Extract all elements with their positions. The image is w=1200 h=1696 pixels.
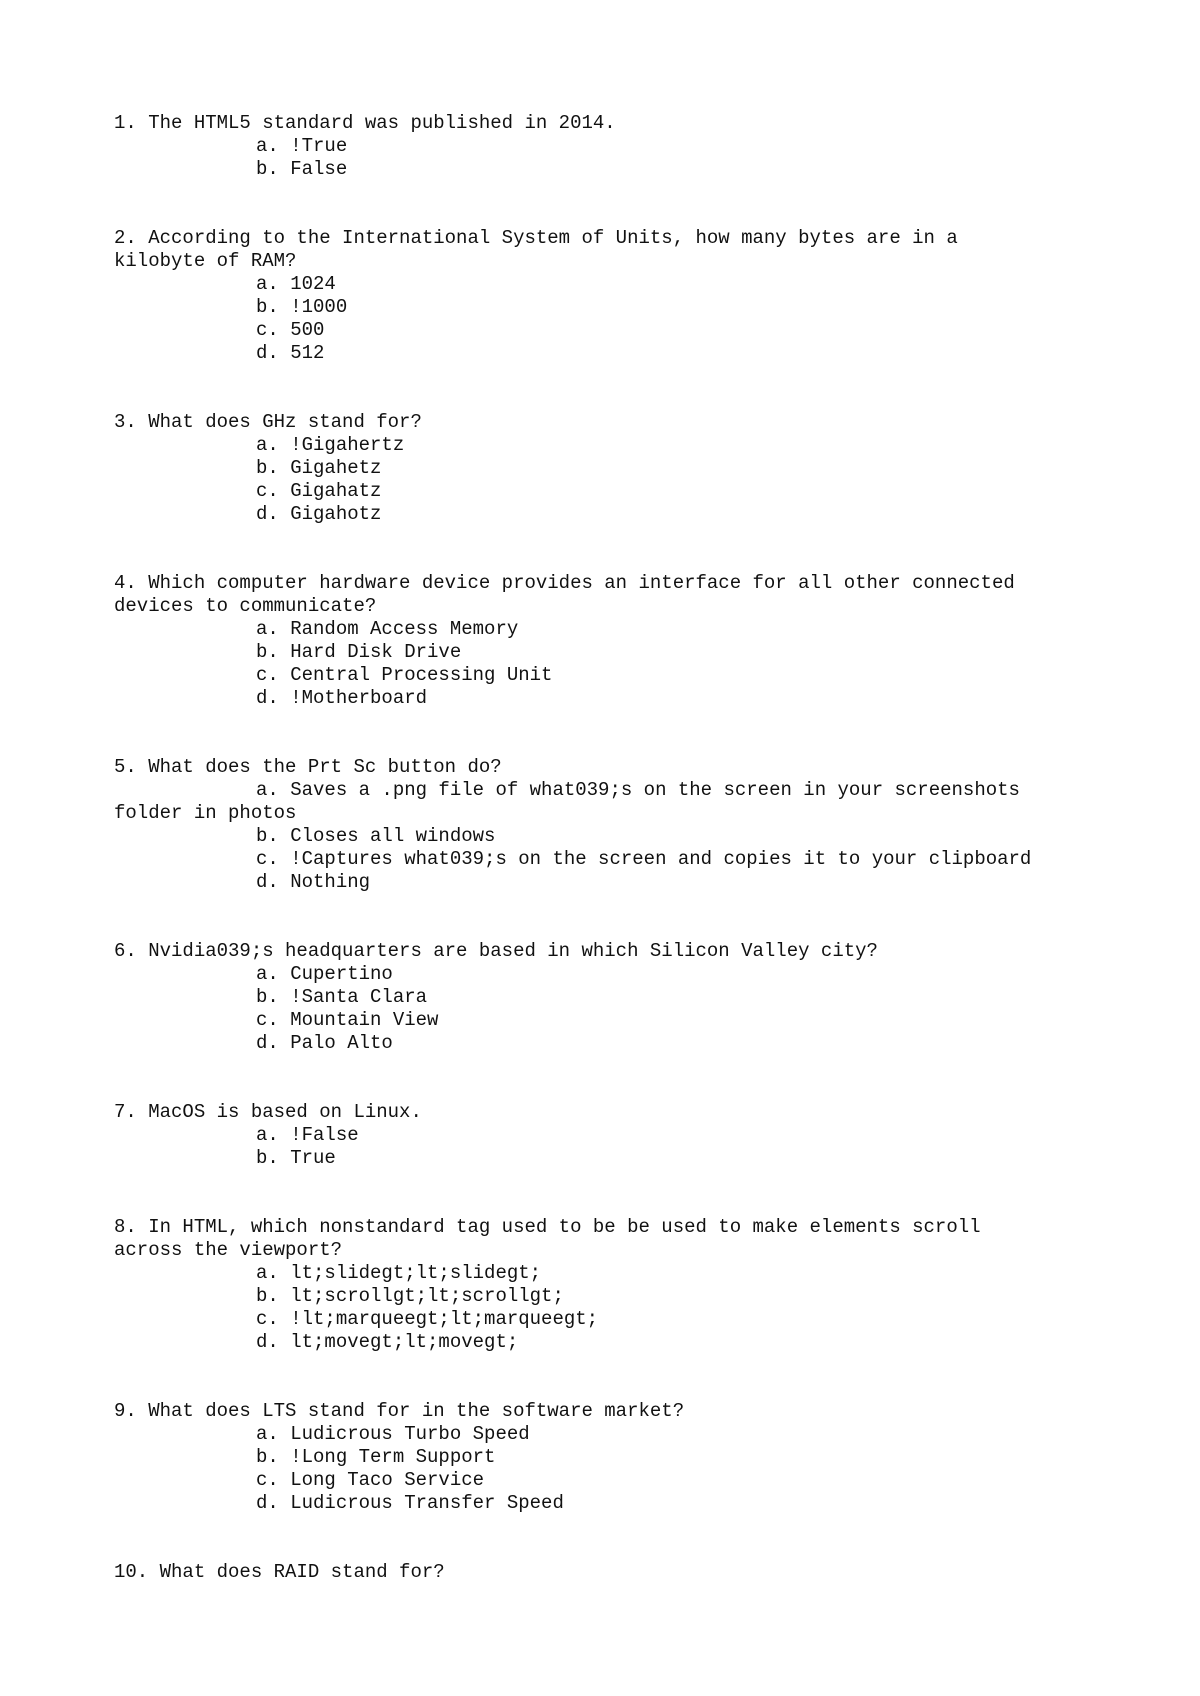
quiz-content xyxy=(114,112,1114,1584)
question-5 xyxy=(114,756,1114,894)
answer-option: b. False xyxy=(256,158,348,180)
answer-option: b. !Santa Clara xyxy=(256,986,428,1008)
answer-option: a. Ludicrous Turbo Speed xyxy=(256,1423,530,1445)
answer-option: b. Closes all windows xyxy=(256,825,496,847)
answer-option: d. Ludicrous Transfer Speed xyxy=(256,1492,564,1514)
answer-option: b. True xyxy=(256,1147,336,1169)
answer-option: a. 1024 xyxy=(256,273,336,295)
answer-option: c. !lt;marqueegt;lt;marqueegt; xyxy=(256,1308,599,1330)
answer-option: d. Nothing xyxy=(256,871,371,893)
question-6 xyxy=(114,940,1114,1055)
answer-option: b. !Long Term Support xyxy=(256,1446,496,1468)
question-7 xyxy=(114,1101,1114,1170)
question-text: 4. Which computer hardware device provides an interface for all other connected devices to communicate? xyxy=(114,572,1015,617)
question-text: 9. What does LTS stand for in the software market? xyxy=(114,1400,685,1422)
answer-option: c. Central Processing Unit xyxy=(256,664,553,686)
question-4 xyxy=(114,572,1114,710)
question-9 xyxy=(114,1400,1114,1515)
answer-option: a. Random Access Memory xyxy=(256,618,519,640)
question-text: 6. Nvidia039;s headquarters are based in which Silicon Valley city? xyxy=(114,940,878,962)
question-text: 7. MacOS is based on Linux. xyxy=(114,1101,422,1123)
question-text: 8. In HTML, which nonstandard tag used to be be used to make elements scroll across the viewport? xyxy=(114,1216,981,1261)
question-3 xyxy=(114,411,1114,526)
question-text: 2. According to the International System of Units, how many bytes are in a kilobyte of RAM? xyxy=(114,227,958,272)
answer-option: a. !Gigahertz xyxy=(256,434,405,456)
answer-option: a. !True xyxy=(256,135,348,157)
question-8 xyxy=(114,1216,1114,1354)
question-text: 3. What does GHz stand for? xyxy=(114,411,422,433)
answer-option: d. 512 xyxy=(256,342,325,364)
answer-option: c. 500 xyxy=(256,319,325,341)
answer-option: d. !Motherboard xyxy=(256,687,428,709)
question-text: 1. The HTML5 standard was published in 2014. xyxy=(114,112,616,134)
answer-option: b. Hard Disk Drive xyxy=(256,641,462,663)
question-text: 10. What does RAID stand for? xyxy=(114,1561,445,1583)
answer-option: c. Gigahatz xyxy=(256,480,382,502)
answer-option: c. Mountain View xyxy=(256,1009,439,1031)
answer-option: d. Gigahotz xyxy=(256,503,382,525)
answer-option: d. Palo Alto xyxy=(256,1032,393,1054)
answer-option: a. lt;slidegt;lt;slidegt; xyxy=(256,1262,542,1284)
answer-option: a. Saves a .png file of what039;s on the screen in your screenshots folder in photos xyxy=(114,779,1020,824)
answer-option: d. lt;movegt;lt;movegt; xyxy=(256,1331,519,1353)
question-text: 5. What does the Prt Sc button do? xyxy=(114,756,502,778)
answer-option: a. Cupertino xyxy=(256,963,393,985)
answer-option: c. Long Taco Service xyxy=(256,1469,485,1491)
answer-option: b. Gigahetz xyxy=(256,457,382,479)
question-10 xyxy=(114,1561,1114,1584)
answer-option: b. !1000 xyxy=(256,296,348,318)
answer-option: c. !Captures what039;s on the screen and copies it to your clipboard xyxy=(256,848,1032,870)
question-1 xyxy=(114,112,1114,181)
answer-option: a. !False xyxy=(256,1124,359,1146)
answer-option: b. lt;scrollgt;lt;scrollgt; xyxy=(256,1285,564,1307)
question-2 xyxy=(114,227,1114,365)
